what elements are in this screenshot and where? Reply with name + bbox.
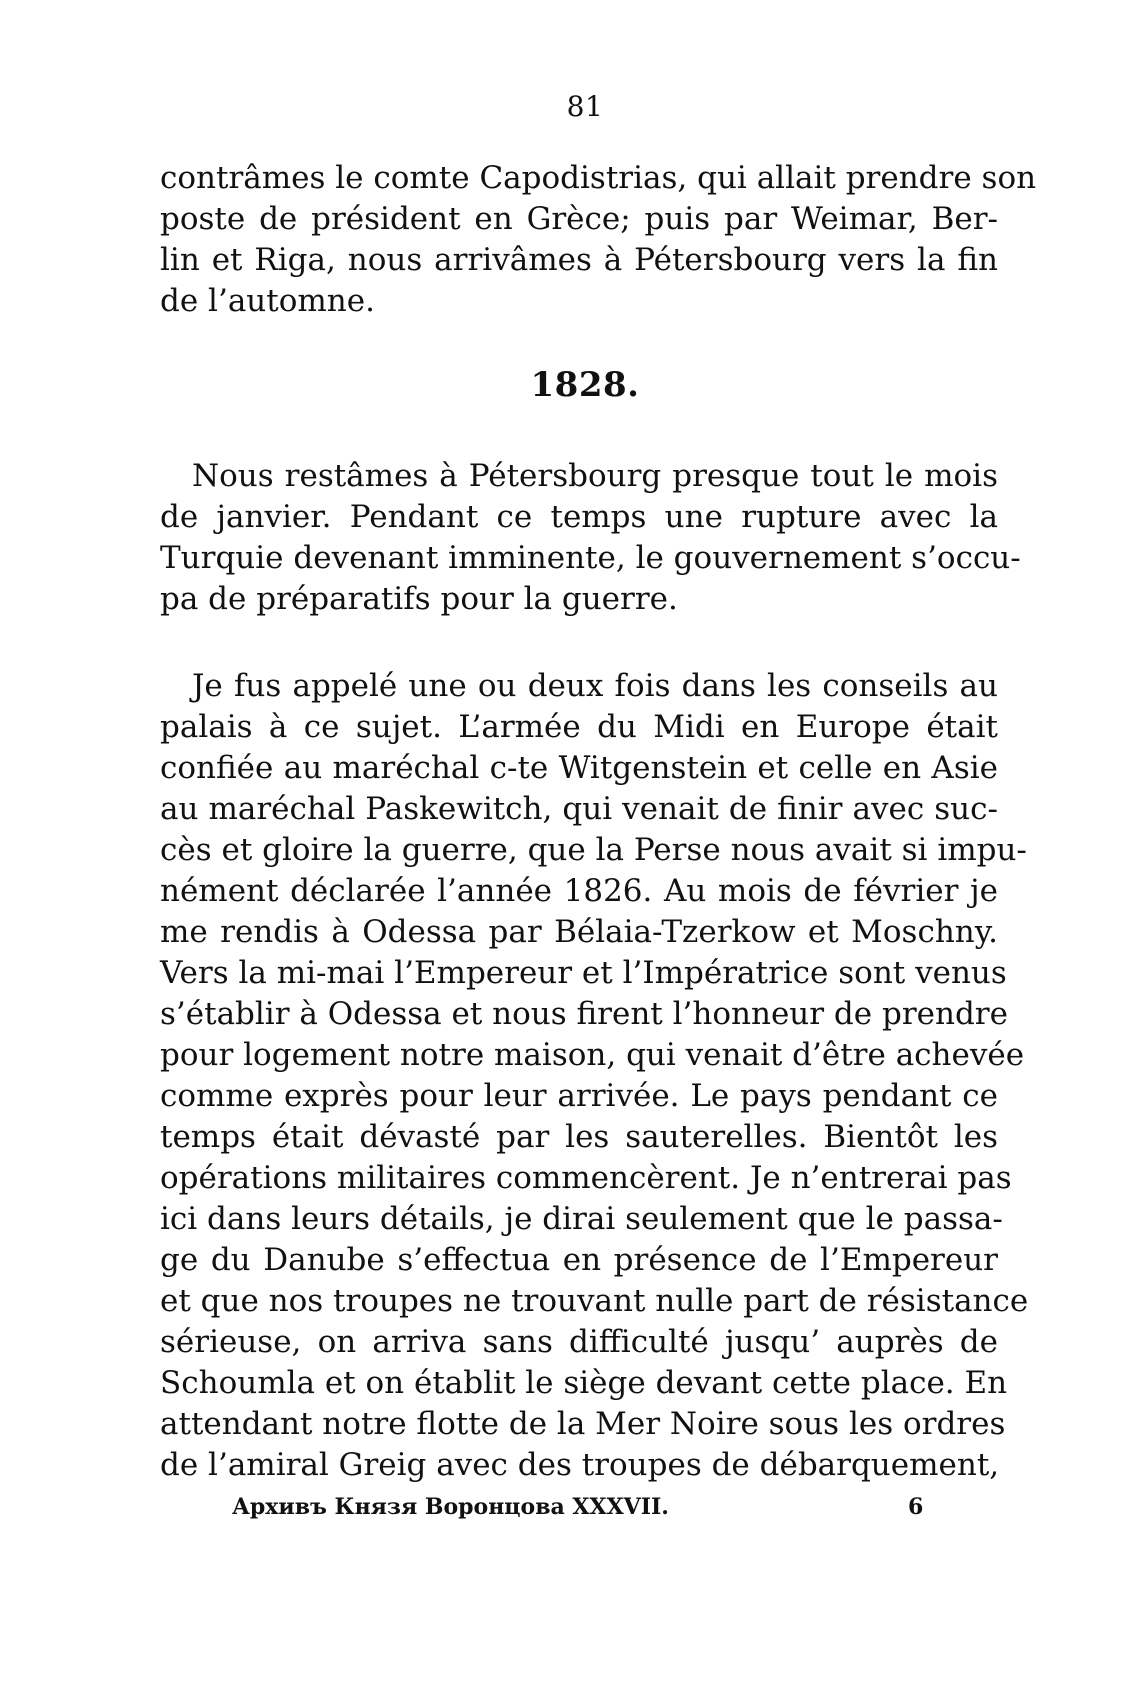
text-line: lin et Riga, nous arrivâmes à Pétersbourg vers la fin bbox=[160, 242, 998, 278]
text-line: Schoumla et on établit le siège devant cette place. En bbox=[160, 1365, 1008, 1401]
continuation-paragraph bbox=[160, 158, 1037, 322]
text-line: nément déclarée l’année 1826. Au mois de février je bbox=[160, 873, 998, 909]
text-line: de l’automne. bbox=[160, 283, 375, 319]
text-line: contrâmes le comte Capodistrias, qui allait prendre son bbox=[160, 160, 1037, 196]
signature-mark: 6 bbox=[908, 1494, 924, 1520]
paragraph-1 bbox=[160, 456, 1021, 620]
text-line: confiée au maréchal c-te Witgenstein et celle en Asie bbox=[160, 750, 998, 786]
text-line: ici dans leurs détails, je dirai seulement que le passa- bbox=[160, 1201, 1003, 1237]
text-line: Turquie devenant imminente, le gouvernement s’occu- bbox=[160, 540, 1021, 576]
text-line: sérieuse, on arriva sans difficulté jusqu’ auprès de bbox=[160, 1324, 998, 1360]
text-line: de l’amiral Greig avec des troupes de débarquement, bbox=[160, 1447, 1000, 1483]
text-line: au maréchal Paskewitch, qui venait de finir avec suc- bbox=[160, 791, 998, 827]
text-line: pour logement notre maison, qui venait d’être achevée bbox=[160, 1037, 1025, 1073]
page-number: 81 bbox=[566, 90, 604, 123]
text-line: Je fus appelé une ou deux fois dans les conseils au bbox=[192, 668, 998, 704]
text-line: comme exprès pour leur arrivée. Le pays pendant ce bbox=[160, 1078, 998, 1114]
year-heading: 1828. bbox=[530, 365, 640, 405]
text-line: et que nos troupes ne trouvant nulle part de résistance bbox=[160, 1283, 1029, 1319]
text-line: palais à ce sujet. L’armée du Midi en Europe était bbox=[160, 709, 998, 745]
text-line: poste de président en Grèce; puis par Weimar, Ber- bbox=[160, 201, 998, 237]
text-line: temps était dévasté par les sauterelles. Bientôt les bbox=[160, 1119, 998, 1155]
text-line: me rendis à Odessa par Bélaia-Tzerkow et Moschny. bbox=[160, 914, 998, 950]
text-line: Vers la mi-mai l’Empereur et l’Impératrice sont venus bbox=[160, 955, 1007, 991]
text-line: opérations militaires commencèrent. Je n’entrerai pas bbox=[160, 1160, 1012, 1196]
text-line: Nous restâmes à Pétersbourg presque tout le mois bbox=[192, 458, 998, 494]
text-line: s’établir à Odessa et nous firent l’honneur de prendre bbox=[160, 996, 1008, 1032]
text-line: attendant notre flotte de la Mer Noire sous les ordres bbox=[160, 1406, 1006, 1442]
text-line: ge du Danube s’effectua en présence de l’Empereur bbox=[160, 1242, 998, 1278]
text-line: cès et gloire la guerre, que la Perse nous avait si impu- bbox=[160, 832, 1027, 868]
text-line: pa de préparatifs pour la guerre. bbox=[160, 581, 678, 617]
text-line: de janvier. Pendant ce temps une rupture avec la bbox=[160, 499, 998, 535]
paragraph-2 bbox=[160, 666, 1029, 1486]
footer-source: Архивъ Князя Воронцова XXXVII. bbox=[232, 1494, 669, 1520]
